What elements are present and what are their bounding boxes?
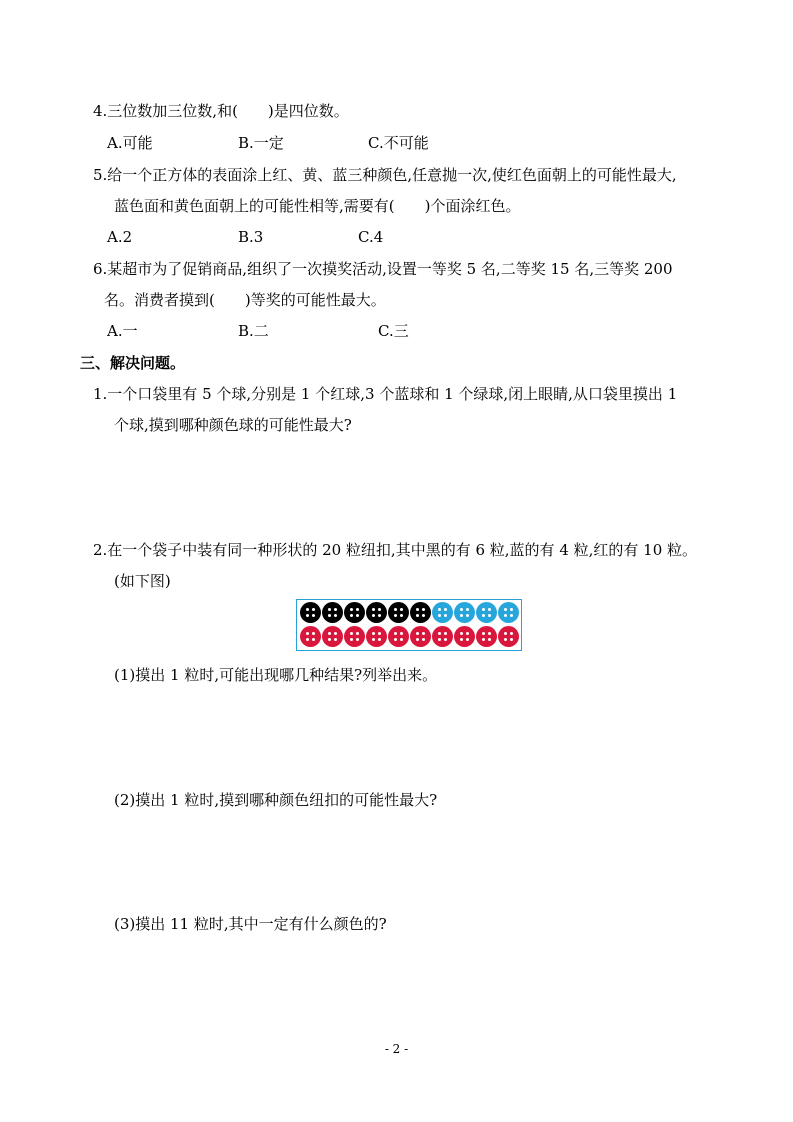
- black-button-icon: [366, 602, 387, 623]
- problem-2-line-1: 2.在一个袋子中装有同一种形状的 20 粒纽扣,其中黑的有 6 粒,蓝的有 4 粒,红的有 10 粒。: [93, 541, 698, 559]
- blue-button-icon: [476, 602, 497, 623]
- black-button-icon: [410, 602, 431, 623]
- question-5-line-1: 5.给一个正方体的表面涂上红、黄、蓝三种颜色,任意抛一次,使红色面朝上的可能性最大,: [93, 166, 677, 184]
- red-button-icon: [388, 626, 409, 647]
- q4-option-a: A.可能: [107, 134, 153, 152]
- q6-option-a: A.一: [107, 322, 138, 340]
- page-number: - 2 -: [384, 1042, 409, 1056]
- red-button-icon: [366, 626, 387, 647]
- buttons-row-2: [300, 626, 519, 647]
- buttons-row-1: [300, 602, 519, 623]
- black-button-icon: [344, 602, 365, 623]
- q5-option-b: B.3: [238, 228, 264, 246]
- question-5-line-2: 蓝色面和黄色面朝上的可能性相等,需要有( )个面涂红色。: [114, 197, 521, 215]
- red-button-icon: [410, 626, 431, 647]
- problem-2-line-2: (如下图): [114, 572, 171, 590]
- blue-button-icon: [454, 602, 475, 623]
- q5-option-a: A.2: [107, 228, 133, 246]
- q4-option-b: B.一定: [238, 134, 284, 152]
- question-6-line-1: 6.某超市为了促销商品,组织了一次摸奖活动,设置一等奖 5 名,二等奖 15 名,三等奖 200: [93, 260, 673, 278]
- blue-button-icon: [432, 602, 453, 623]
- problem-1-line-1: 1.一个口袋里有 5 个球,分别是 1 个红球,3 个蓝球和 1 个绿球,闭上眼睛,从口袋里摸出 1: [93, 385, 678, 403]
- q6-option-c: C.三: [378, 322, 409, 340]
- buttons-figure: [296, 599, 522, 651]
- problem-2-sub-1: (1)摸出 1 粒时,可能出现哪几种结果?列举出来。: [114, 666, 438, 684]
- black-button-icon: [388, 602, 409, 623]
- red-button-icon: [454, 626, 475, 647]
- q4-option-c: C.不可能: [368, 134, 429, 152]
- section-3-heading: 三、解决问题。: [80, 354, 186, 372]
- problem-1-line-2: 个球,摸到哪种颜色球的可能性最大?: [114, 416, 352, 434]
- q5-option-c: C.4: [358, 228, 384, 246]
- question-4: 4.三位数加三位数,和( )是四位数。: [93, 102, 349, 120]
- red-button-icon: [322, 626, 343, 647]
- red-button-icon: [432, 626, 453, 647]
- black-button-icon: [322, 602, 343, 623]
- red-button-icon: [476, 626, 497, 647]
- problem-2-sub-3: (3)摸出 11 粒时,其中一定有什么颜色的?: [114, 915, 387, 933]
- q6-option-b: B.二: [238, 322, 269, 340]
- question-6-line-2: 名。消费者摸到( )等奖的可能性最大。: [104, 291, 386, 309]
- red-button-icon: [498, 626, 519, 647]
- black-button-icon: [300, 602, 321, 623]
- blue-button-icon: [498, 602, 519, 623]
- problem-2-sub-2: (2)摸出 1 粒时,摸到哪种颜色纽扣的可能性最大?: [114, 791, 438, 809]
- red-button-icon: [300, 626, 321, 647]
- red-button-icon: [344, 626, 365, 647]
